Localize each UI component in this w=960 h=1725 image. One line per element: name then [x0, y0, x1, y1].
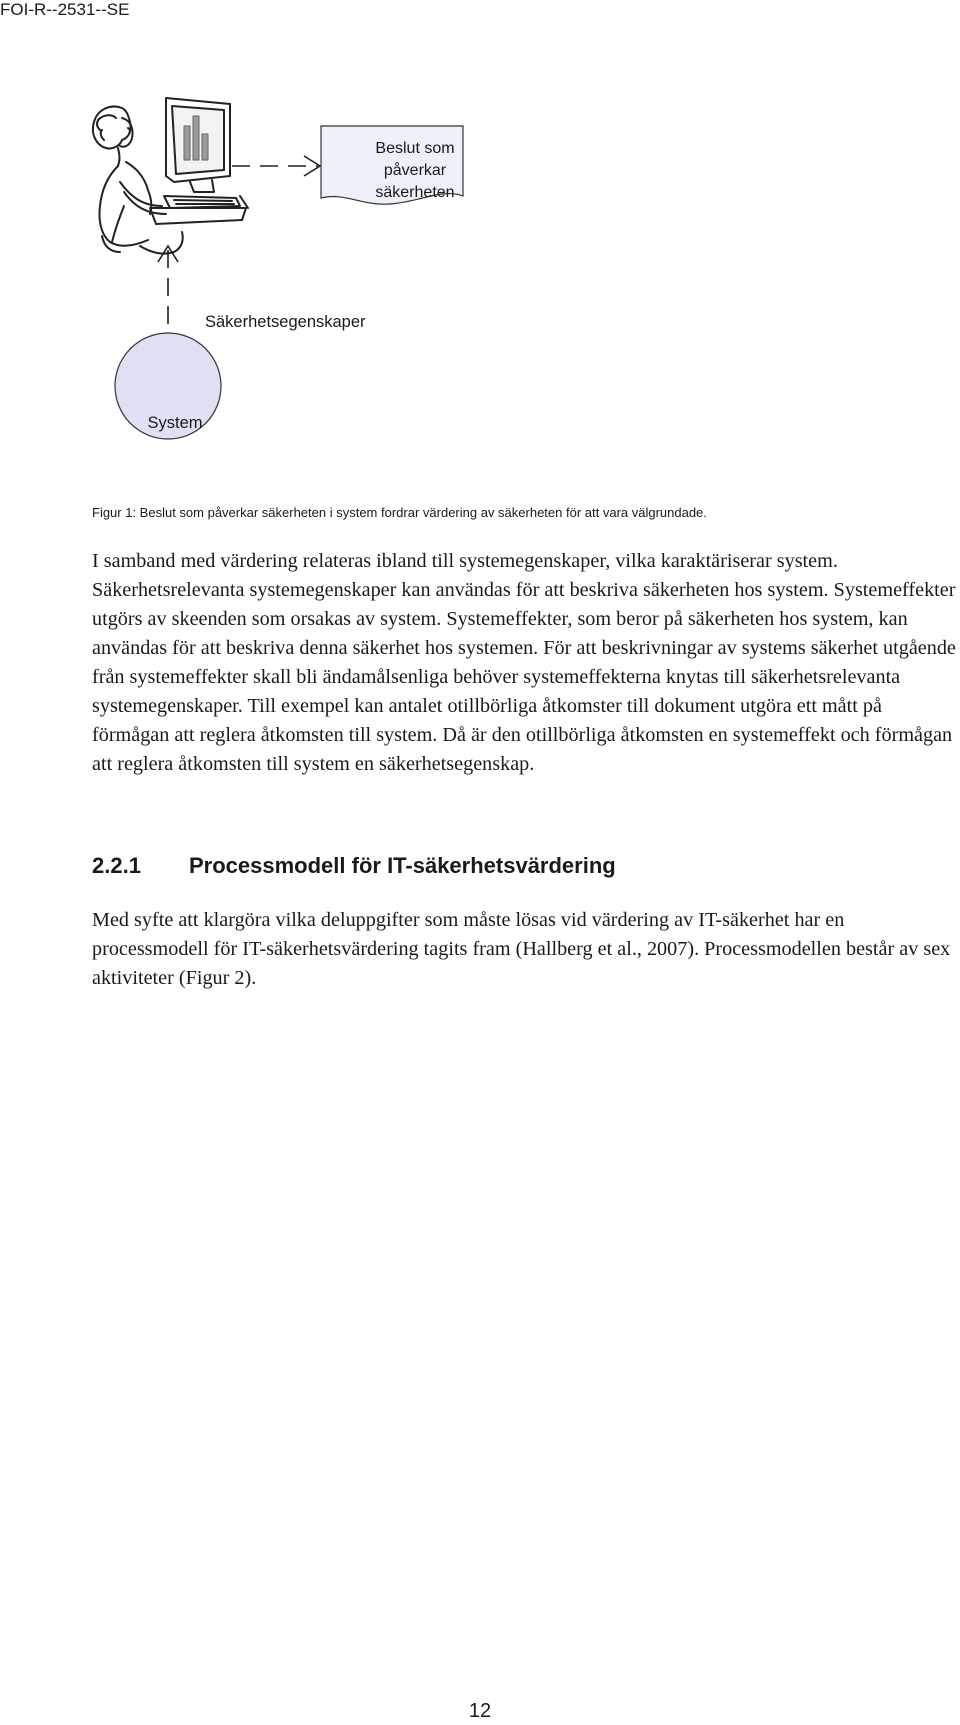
decision-box-label: Beslut som påverkar säkerheten — [375, 140, 455, 201]
document-code: FOI-R--2531--SE — [0, 0, 130, 19]
system-label: System — [147, 414, 203, 432]
property-arrow — [158, 246, 178, 336]
body-paragraph-1: I samband med värdering relateras ibland till systemegenskaper, vilka karaktäriserar system. Säkerhetsrelevanta systemegenskaper kan användas för att beskriva säkerheten hos system. Systemeffekter utgörs av skeenden som orsakas av system. Systemeffekter, som beror på säkerheten hos system, kan användas för att beskriva denna säkerhet hos systemen. För att beskrivningar av systems säkerhet utgående från systemeffekter skall bli ändamålsenliga behöver systemeffekterna knytas till säkerhetsrelevanta systemegenskaper. Till exempel kan antalet otillbörliga åtkomster till dokument utgöra ett mått på förmågan att reglera åtkomsten till system. Då är den otillbörliga åtkomsten en systemeffekt och förmågan att reglera åtkomsten till system en säkerhetsegenskap. — [92, 550, 956, 775]
section-number: 2.2.1 — [92, 853, 141, 878]
page-number: 12 — [468, 1700, 492, 1722]
figure-caption: Figur 1: Beslut som påverkar säkerheten i system fordrar värdering av säkerheten för att vara välgrundade. — [92, 505, 707, 520]
body-paragraph-2: Med syfte att klargöra vilka deluppgifter som måste lösas vid värdering av IT-säkerhet har en processmodell för IT-säkerhetsvärdering tagits fram (Hallberg et al., 2007). Processmodellen består av sex aktiviteter (Figur 2). — [92, 909, 951, 989]
property-label: Säkerhetsegenskaper — [205, 313, 366, 331]
section-heading — [92, 852, 616, 880]
figure-1 — [90, 96, 530, 466]
decision-arrow — [232, 156, 320, 176]
person-at-computer-icon — [93, 98, 248, 254]
section-title: Processmodell för IT-säkerhetsvärdering — [189, 853, 616, 878]
